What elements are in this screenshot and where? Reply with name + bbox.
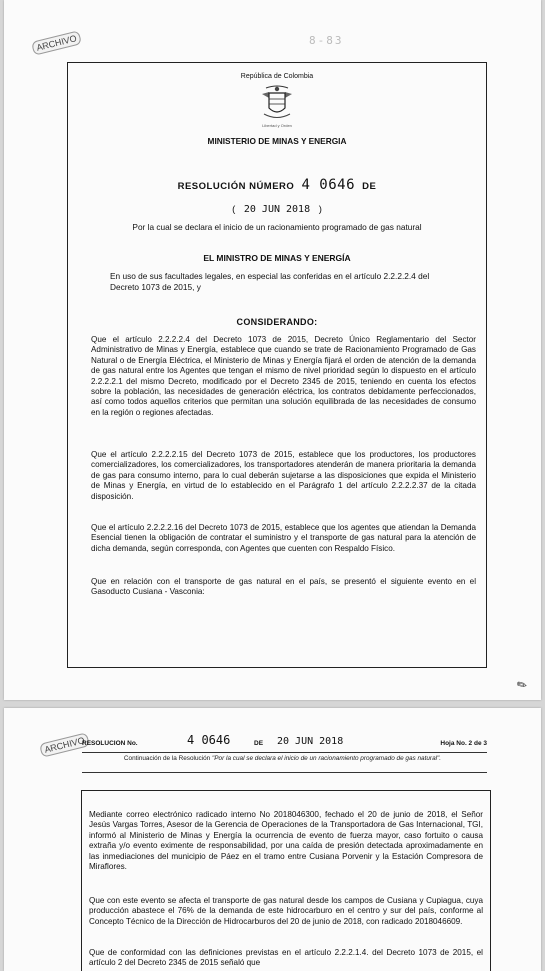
resolution-frame [67,62,487,668]
document-page-1 [4,0,541,700]
paragraph: Que el artículo 2.2.2.2.4 del Decreto 1073 de 2015, Decreto Único Reglamentario del Sector Administrativo de Minas y Energía, establece que cuando se trate de Racionamiento Programado de Gas Natural o de Energía Eléctrica, el Ministerio de Minas y Energía fijará el orden de atención de la demanda de gas natural entre los Agentes que tengan el mismo de nivel prioridad según lo dispuesto en el artículo 2.2.2.2.1 del mismo Decreto, modificado por el Decreto 2345 de 2015, teniendo en cuenta los efectos sobre la población, las necesidades de generación eléctrica, los contratos debidamente perfeccionados, así como todos aquellos criterios que permitan una solución equilibrada de las necesidades de consumo en la región o regiones afectadas. [91,335,476,417]
continuation-divider [82,772,487,773]
paragraph: Que el artículo 2.2.2.2.16 del Decreto 1073 de 2015, establece que los agentes que atiendan la Demanda Esencial tienen la obligación de contratar el suministro y el transporte de gas natural para la atención de dicha demanda, según corresponda, con Agentes que cuenten con Respaldo Físico. [91,523,476,553]
resolution-date: 20 JUN 2018 [243,204,311,215]
resolution-subject: Por la cual se declara el inicio de un racionamiento programado de gas natural [132,222,422,232]
ministry-name: MINISTERIO DE MINAS Y ENERGIA [207,136,347,146]
paragraph: Que en relación con el transporte de gas natural en el país, se presentó el siguiente evento en el Gasoducto Cusiana - Vasconia: [91,577,476,597]
resolution-number-line [68,177,486,193]
considerando-heading: CONSIDERANDO: [236,317,318,327]
resolution-de: DE [362,181,377,192]
resolution-de: DE [254,740,264,747]
signature-scribble: ✎ [514,676,530,694]
resolution-number: 4 0646 [187,733,231,747]
date-open-paren: ( [232,204,236,215]
paragraph: Mediante correo electrónico radicado interno No 2018046300, fechado el 20 de junio de 2018, el Señor Jesús Vargas Torres, Asesor de la Gerencia de Operaciones de la Transportadora de Gas Internacional, TGI, informó al Ministerio de Minas y Energía la ocurrencia de evento de fuerza mayor, caso fortuito o causa extraña y/o evento eximente de responsabilidad, por una caída de presión detectada aproximadamente en las inmediaciones del municipio de Páez en el tramo entre Cusiana Porvenir y la Estación Compresora de Miraflores. [89,810,483,872]
date-close-paren: ) [318,204,322,215]
continuation-prefix: Continuación de la Resolución [123,755,211,762]
resolution-number: 4 0646 [301,177,356,193]
paragraph: Que con este evento se afecta el transporte de gas natural desde los campos de Cusiana y Cupiagua, cuya producción abastece el 76% de la demanda de este hidrocarburo en el centro y sur del país, conforme al Concepto Técnico de la Dirección de Hidrocarburos del 20 de junio de 2018, con radicado 2018046609. [89,896,483,926]
continuation-title: "Por la cual se declara el inicio de un racionamiento programado de gas natural". [212,755,442,762]
resolution-label: RESOLUCIÓN NÚMERO [177,181,295,192]
sheet-number: Hoja No. 2 de 3 [440,740,487,747]
legal-powers: En uso de sus facultades legales, en especial las conferidas en el artículo 2.2.2.2.4 del Decreto 1073 de 2015, y [110,271,430,292]
issuer-heading: EL MINISTRO DE MINAS Y ENERGÍA [203,253,351,263]
page-header [82,733,487,750]
handwritten-number: 8-83 [309,34,344,47]
header-divider [82,752,487,753]
resolution-date: 20 JUN 2018 [277,736,344,747]
continuation-note [92,755,473,763]
archive-stamp: ARCHIVO [39,732,90,757]
document-page-2 [4,708,541,971]
paragraph: Que el artículo 2.2.2.2.15 del Decreto 1073 de 2015, establece que los productores, los productores comercializadores, los comercializadores, los transportadores atenderán de manera prioritaria la demanda de gas para consumo interno, para lo cual deberán sujetarse a las disposiciones que expida el Ministerio de Minas y Energía, en virtud de lo establecido en el Parágrafo 1 del artículo 2.2.2.2.37 de la citada disposición. [91,450,476,501]
archive-stamp: ARCHIVO [31,30,82,55]
resolution-date-line [68,204,486,215]
coat-of-arms-icon [260,84,294,122]
resolution-label: RESOLUCION No. [82,740,138,747]
country-name: República de Colombia [240,73,314,80]
seal-caption: Libertad y Orden [262,123,292,128]
paragraph: Que de conformidad con las definiciones previstas en el artículo 2.2.2.1.4. del Decreto 1073 de 2015, el artículo 2 del Decreto 2345 de 2015 señaló que [89,948,483,968]
